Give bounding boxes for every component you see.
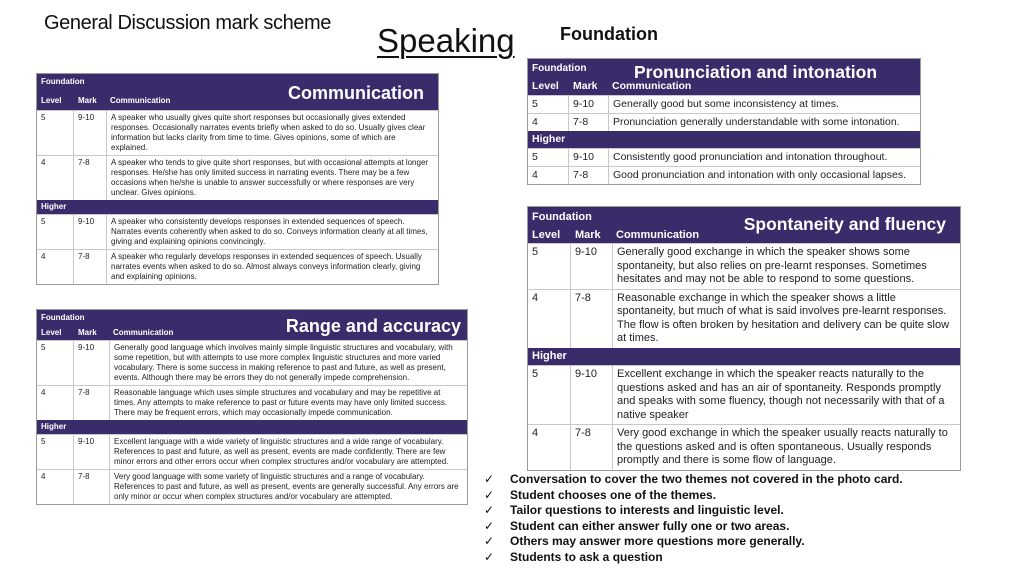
table-row bbox=[528, 424, 960, 470]
table-row bbox=[37, 155, 438, 200]
higher-subheader: Higher bbox=[37, 420, 467, 434]
note-item bbox=[484, 472, 903, 488]
criterion-title: Pronunciation and intonation bbox=[634, 62, 878, 82]
mark-cell: 7-8 bbox=[568, 114, 608, 131]
mark-header: Mark bbox=[575, 229, 601, 241]
table-row bbox=[528, 148, 920, 166]
table-row bbox=[37, 340, 467, 385]
table-row bbox=[37, 214, 438, 249]
level-cell: 4 bbox=[532, 427, 539, 439]
level-header: Level bbox=[532, 229, 561, 241]
mark-cell: 9-10 bbox=[73, 215, 106, 249]
level-cell: 5 bbox=[41, 113, 46, 122]
table-row bbox=[37, 110, 438, 155]
higher-subheader: Higher bbox=[37, 200, 438, 214]
descriptor-cell: Very good exchange in which the speaker usually reacts naturally to the questions asked and is often spontaneous. Usually responds promptly and there is some flow of language. bbox=[612, 425, 960, 470]
descriptor-cell: Consistently good pronunciation and intonation throughout. bbox=[608, 149, 920, 166]
table-row bbox=[37, 249, 438, 284]
mark-cell: 7-8 bbox=[73, 470, 109, 504]
checkmark-icon: ✓ bbox=[484, 534, 495, 548]
speaking-heading: Speaking bbox=[377, 22, 515, 59]
descriptor-cell: Good pronunciation and intonation with only occasional lapses. bbox=[608, 167, 920, 184]
descriptor-cell: A speaker who regularly develops responses in extended sequences of speech. Usually narrates events when asked to do so. Almost always conveys information clearly, giving and explaining opinions. bbox=[106, 250, 438, 284]
table-header bbox=[37, 310, 467, 340]
band-label: Foundation bbox=[41, 77, 85, 86]
descriptor-cell: Generally good exchange in which the speaker shows some spontaneity, but also relies on pre-learnt responses. Sometimes hesitates and may not be able to respond to some questions. bbox=[612, 244, 960, 289]
criterion-title: Range and accuracy bbox=[285, 316, 461, 336]
band-label: Foundation bbox=[532, 211, 592, 223]
spontaneity-table bbox=[527, 206, 961, 471]
note-text: Student can either answer fully one or two areas. bbox=[510, 518, 790, 533]
level-header: Level bbox=[532, 80, 559, 92]
band-label: Foundation bbox=[41, 313, 85, 322]
table-header bbox=[528, 207, 960, 243]
notes-list bbox=[484, 472, 903, 565]
table-header bbox=[528, 59, 920, 95]
level-cell: 5 bbox=[532, 151, 538, 163]
level-cell: 5 bbox=[41, 437, 46, 446]
note-item bbox=[484, 519, 903, 535]
note-text: Tailor questions to interests and linguistic level. bbox=[510, 503, 784, 517]
level-header: Level bbox=[41, 96, 62, 105]
pronunciation-table bbox=[527, 58, 921, 185]
mark-cell: 7-8 bbox=[73, 386, 109, 420]
level-cell: 4 bbox=[532, 116, 538, 128]
level-cell: 5 bbox=[532, 368, 539, 380]
note-text: Conversation to cover the two themes not covered in the photo card. bbox=[510, 472, 903, 486]
descriptor-cell: Very good language with some variety of linguistic structures and a range of vocabulary. References to past and future, as well as present, events are generally successful. Any errors are only minor or occur when complex structures and/or vocabulary are attempted. bbox=[109, 470, 467, 504]
communication-header: Communication bbox=[616, 229, 700, 241]
communication-header: Communication bbox=[113, 328, 174, 337]
checkmark-icon: ✓ bbox=[484, 518, 495, 533]
table-row bbox=[37, 385, 467, 420]
level-cell: 4 bbox=[532, 169, 538, 181]
descriptor-cell: Pronunciation generally understandable with some intonation. bbox=[608, 114, 920, 131]
table-row bbox=[37, 434, 467, 469]
level-cell: 5 bbox=[41, 217, 46, 226]
level-cell: 4 bbox=[41, 158, 46, 167]
note-text: Student chooses one of the themes. bbox=[510, 487, 717, 502]
descriptor-cell: A speaker who tends to give quite short responses, but with occasional attempts at longer responses. He/she has only limited success in narrating events. There may be a few occasions when he/she is unable to answer successfully or where responses are very unclear. Gives opinions. bbox=[106, 156, 438, 200]
communication-header: Communication bbox=[110, 96, 171, 105]
higher-subheader: Higher bbox=[528, 348, 960, 366]
checkmark-icon: ✓ bbox=[484, 549, 495, 564]
mark-header: Mark bbox=[573, 80, 598, 92]
table-header bbox=[37, 74, 438, 110]
descriptor-cell: Excellent exchange in which the speaker reacts naturally to the questions asked and has an air of spontaneity. Responds promptly and speaks with some fluency, though not necessarily with that of a native speaker bbox=[612, 366, 960, 424]
descriptor-cell: Generally good language which involves mainly simple linguistic structures and vocabulary, with some repetition, but with attempts to use more complex linguistic structures and more varied vocabulary. There is some success in making reference to past and future, as well as present, events. Although there may be errors they do not generally impede comprehension. bbox=[109, 341, 467, 385]
table-row bbox=[528, 243, 960, 289]
table-row bbox=[528, 113, 920, 131]
communication-header: Communication bbox=[612, 80, 692, 92]
note-item bbox=[484, 503, 903, 519]
slide-title: General Discussion mark scheme bbox=[44, 12, 331, 34]
mark-cell: 7-8 bbox=[568, 167, 608, 184]
descriptor-cell: A speaker who consistently develops responses in extended sequences of speech. Narrates events coherently when asked to do so. Conveys information clearly at all times, giving and explaining opinions convincingly. bbox=[106, 215, 438, 249]
mark-cell: 9-10 bbox=[73, 435, 109, 469]
table-row bbox=[37, 469, 467, 504]
mark-cell: 7-8 bbox=[73, 250, 106, 284]
mark-cell: 9-10 bbox=[568, 149, 608, 166]
level-header: Level bbox=[41, 328, 62, 337]
foundation-heading: Foundation bbox=[560, 24, 658, 44]
note-item bbox=[484, 534, 903, 550]
mark-cell: 9-10 bbox=[570, 366, 612, 424]
checkmark-icon: ✓ bbox=[484, 503, 495, 517]
descriptor-cell: A speaker who usually gives quite short responses but occasionally gives extended responses. Occasionally narrates events briefly when asked to do so. Usually gives clear information but lacks clarity from time to time. Gives opinions, some of which are explained. bbox=[106, 111, 438, 155]
level-cell: 4 bbox=[41, 252, 46, 261]
checkmark-icon: ✓ bbox=[484, 472, 495, 486]
descriptor-cell: Reasonable exchange in which the speaker shows a little spontaneity, but much of what is said involves pre-learnt responses. The flow is often broken by hesitation and delivery can be quite slow at times. bbox=[612, 290, 960, 348]
level-cell: 4 bbox=[532, 291, 539, 304]
mark-header: Mark bbox=[78, 328, 97, 337]
level-cell: 5 bbox=[532, 246, 539, 258]
level-cell: 4 bbox=[41, 388, 46, 397]
mark-cell: 9-10 bbox=[73, 111, 106, 155]
band-label: Foundation bbox=[532, 63, 587, 74]
note-text: Others may answer more questions more generally. bbox=[510, 534, 805, 548]
note-item bbox=[484, 550, 903, 566]
mark-cell: 7-8 bbox=[570, 290, 612, 348]
table-row bbox=[528, 95, 920, 113]
table-row bbox=[528, 289, 960, 348]
level-cell: 4 bbox=[41, 472, 46, 481]
criterion-title: Communication bbox=[287, 83, 424, 103]
mark-cell: 9-10 bbox=[570, 244, 612, 289]
descriptor-cell: Excellent language with a wide variety of linguistic structures and a wide range of vocabulary. References to past and future, as well as present, events are made confidently. There are few minor errors and other errors occur when complex structures and/or vocabulary are attempted. bbox=[109, 435, 467, 469]
note-text: Students to ask a question bbox=[510, 549, 663, 564]
mark-cell: 7-8 bbox=[570, 425, 612, 470]
communication-table bbox=[36, 73, 439, 285]
table-row bbox=[528, 365, 960, 424]
mark-cell: 9-10 bbox=[73, 341, 109, 385]
descriptor-cell: Reasonable language which uses simple structures and vocabulary and may be repetitive at times. Any attempts to make reference to past or future events may have only limited success. There may be frequent errors, which may occasionally impede communication. bbox=[109, 386, 467, 420]
mark-header: Mark bbox=[78, 96, 97, 105]
descriptor-cell: Generally good but some inconsistency at times. bbox=[608, 96, 920, 113]
criterion-title: Spontaneity and fluency bbox=[743, 214, 946, 234]
level-cell: 5 bbox=[532, 98, 538, 110]
mark-cell: 7-8 bbox=[73, 156, 106, 200]
mark-cell: 9-10 bbox=[568, 96, 608, 113]
range-accuracy-table bbox=[36, 309, 468, 505]
level-cell: 5 bbox=[41, 343, 46, 352]
table-row bbox=[528, 166, 920, 184]
checkmark-icon: ✓ bbox=[484, 487, 495, 502]
higher-subheader: Higher bbox=[528, 131, 920, 148]
note-item bbox=[484, 488, 903, 504]
